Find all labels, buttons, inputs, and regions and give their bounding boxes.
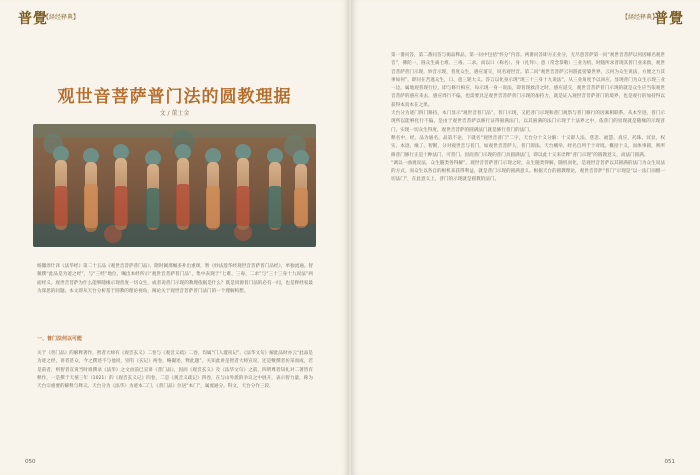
right-page-text: 第一番问答，第二番问答与偈品释品，第一问中包括“怀分”内容。两番问答即方正业分，无尽意菩萨第一问“观世音菩萨以何因缘名观世音”，佛陀一，圆众生离七难、三毒、二求，而以口（称名）、身（礼拜）、意（常念恭敬）三业为机，时随所求普现其普门业来救，观世音菩萨普门示现，妙音示现，普度众生，感应道交，说名观世音。第二问“观世音菩萨云何游此娑婆世界，云何为众生说法，方便之力其事如何”，即问在苦逃众生，口、意三轮大义。答言以化身示现“现三十三身十九说法”，从三业角度予以回应，显现普门为众生示现三业一边。属地观普现行位，即与修行相应，每示现一身一说法，即普现救济之时，感应道交，观世音菩萨普门示现的就是众生应当依观世音菩萨的感应来去，感应周行不偏，也需要具足观世音菩萨普门示现的加持力，就是证入观世音菩萨普门的境界，也是观行的加持得以获得本真本在之果。 天台分为迹门四门修持，本门显示“观世音普门品”，普门示现，又把普门示现和普门观察与普门修行的因素相联系，从本至迹，普门示现所以能够化行不偏，是由于观世音菩萨以修行证得圆满法门，以其圆满的法门示现于十法界之中，依普门的显现就是随缘的示现普门，实现一切众生得度，观世音菩萨的圆满法门就是修行普门的法门。 释名中，经、品为通名，品第不论，下就名“观世音普门”二字，天台分十义分解：十义即人法、慈悲、福慧、真应、药珠、冥显、权实、本迹、缘了、智断，分对观世音与普门，如观世音菩萨人，普门即法。天台概举，经名自列于十对境。概括十义，而体事圆，则所修普门修行正是十种法门，可普门。因而普门示现的普门具圆满法门，即以此十义来诠释“普门示现”的圆教意义，而法门圆满。 “调以一曲观说法，众生随类各得解”。观世音菩萨普门示现之时，众生随类得解，随机而化，是观世音菩萨以其圆满的法门为众生说法的方式，而众生以各自的根机来获得利益，就是普门示现的圆满意义。根据天台的圆教理论，观世音菩萨“普门”示现是“以一法门而摄一切法门”，在此意义上，普门的示现就是圆教的法门。	[391, 53, 665, 183]
left-page	[0, 0, 349, 475]
buddhist-mural-image	[33, 124, 316, 247]
section-tag: 【経经释典】	[621, 14, 658, 21]
section-heading: 一、普门法何以可能	[37, 336, 83, 342]
section-tag: 【経经释典】	[43, 14, 80, 21]
right-page	[351, 0, 700, 475]
magazine-logo: 普覺	[654, 11, 684, 27]
page-number-right: 051	[664, 459, 675, 465]
page-number-left: 050	[25, 459, 36, 465]
intro-paragraph: 杨馨淳什译《法华经》第二十五品《观世音菩萨普门品》，隋时阇那崛多补出重颂，暂《妙法莲华经观世音菩萨普门品经》，单独流通。智頻撰“此品是为迹之经”，与“三经”地位，嘱出本经所示“观世音菩萨普门品”，集中表现于“七难、三毒、二求”与“三十三身十九说法”两面经义。观世音菩萨为什么能够随缘示现普度一切众生，或者说普门示现的教理依据是什么？既是同源普门法的必有一问，也是释经家最为深思的问题。本文即从天台分析基于圆教的理论视角，阐论关于观世音菩萨普门法门的一个理解构想。	[37, 264, 313, 294]
article-title: 观世音菩萨普门法的圆教理据	[57, 87, 292, 107]
magazine-logo: 普覺	[18, 11, 48, 27]
body-paragraph: 关于《普门品》的解释著作，智者大师有《观音玄义》二卷与《观音义疏》二卷，均属“门人灌顶记”。《法华文句》解此品时亦云“此品是为迹之经，讲者甚众，今之撰述不与他同，别有《玄记》两卷，略撮述，释此题”。关知此讲是智者大师宣说，还是敷撰者仿采而成，若是前者，则智者宣说当时谁撰录《法华》之文由前已宣讲《普门品》，因而《观音玄义》及《法华文句》之前，四明尊者知礼对二著皆有释作，一是撰于天禧三年（1021）的《观音玄义记》四卷，二是《观音义疏记》四卷，在与山外派的争议之中展开，表示智力量，称为天台宗重要的解释与释义。天台分为《法华》为迹本二门，《普门品》位居“本门”，属流通分。科文，天台分作三段，	[37, 351, 313, 390]
article-author: 文 / 董士金	[159, 110, 190, 117]
